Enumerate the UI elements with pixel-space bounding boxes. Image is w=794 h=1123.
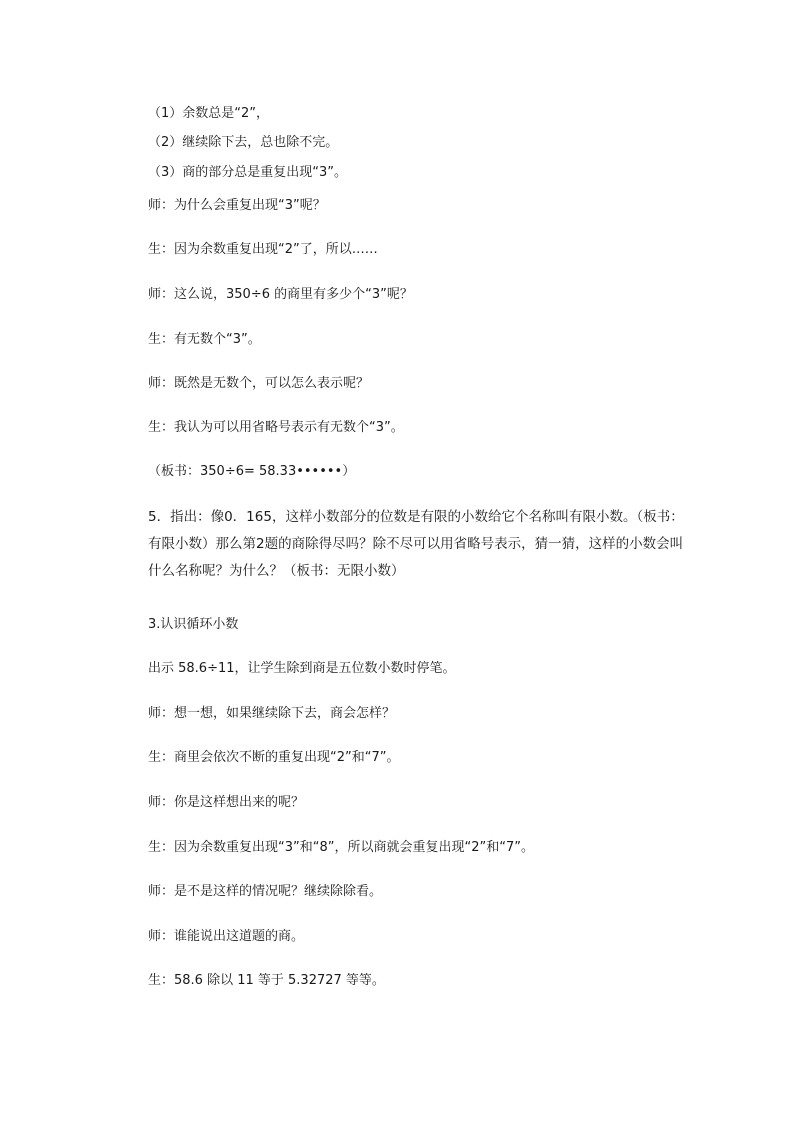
text-line: （3）商的部分总是重复出现“3”。 (148, 165, 348, 180)
text-line: 师：这么说，350÷6 的商里有多少个“3”呢？ (148, 287, 413, 302)
text-line: 生：我认为可以用省略号表示有无数个“3”。 (148, 420, 404, 435)
text-line: （板书：350÷6= 58.33••••••） (148, 464, 356, 479)
text-line: 生：商里会依次不断的重复出现“2”和“7”。 (148, 750, 400, 765)
paragraph: 5．指出：像0．165，这样小数部分的位数是有限的小数给它个名称叫有限小数。（板书：有限小数）那么第2题的商除得尽吗？除不尽可以用省略号表示，猜一猜，这样的小数会叫什么名称呢？为什么？（板书：无限小数） (148, 509, 684, 579)
text-line: 师：是不是这样的情况呢？继续除除看。 (148, 884, 383, 899)
text-line: 师：既然是无数个，可以怎么表示呢？ (148, 376, 370, 391)
text-line: （1）余数总是“2”， (148, 106, 270, 121)
text-line: 师：谁能说出这道题的商。 (148, 929, 305, 944)
text-line: （2）继续除下去，总也除不完。 (148, 135, 339, 150)
text-line: 生：因为余数重复出现“2”了，所以…… (148, 242, 378, 257)
text-line: 生：有无数个“3”。 (148, 332, 261, 347)
text-line: 师：想一想，如果继续除下去，商会怎样？ (148, 706, 396, 721)
text-line: 生：58.6 除以 11 等于 5.32727 等等。 (148, 973, 385, 988)
text-line: 生：因为余数重复出现“3”和“8”，所以商就会重复出现“2”和“7”。 (148, 840, 534, 855)
text-line: 师：为什么会重复出现“3”呢？ (148, 198, 326, 213)
text-line: 师：你是这样想出来的呢？ (148, 795, 305, 810)
text-line: 3.认识循环小数 (148, 617, 239, 632)
text-line: 出示 58.6÷11，让学生除到商是五位数小数时停笔。 (148, 661, 456, 676)
